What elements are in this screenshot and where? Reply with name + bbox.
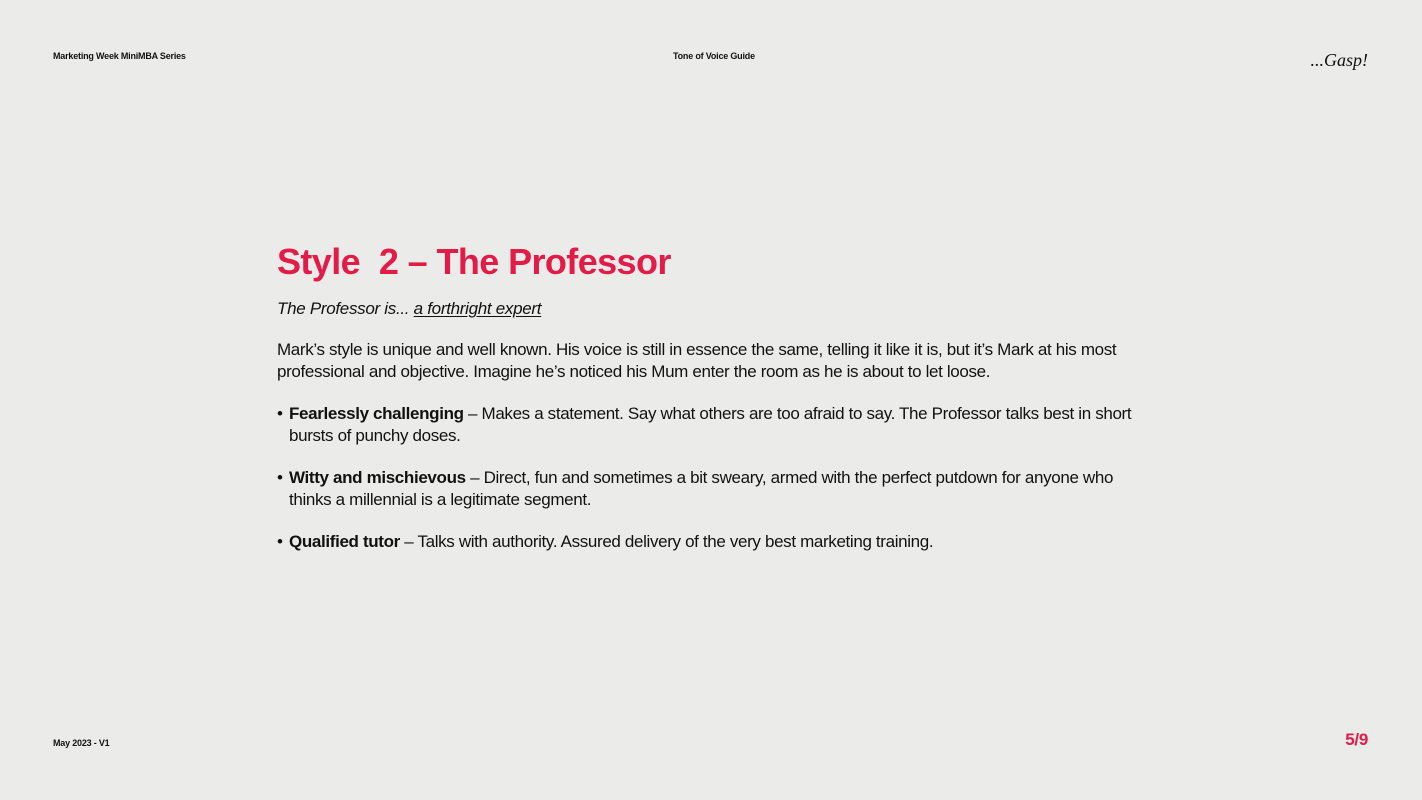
bullet-icon: • bbox=[277, 404, 283, 423]
trait-term: Qualified tutor bbox=[289, 532, 400, 551]
trait-list bbox=[277, 403, 1147, 553]
subtitle-link: a forthright expert bbox=[413, 299, 542, 318]
slide-subtitle bbox=[277, 298, 1147, 320]
intro-paragraph: Mark’s style is unique and well known. His voice is still in essence the same, telling it like it is, but it’s Mark at his most professional and objective. Imagine he’s noticed his Mum enter the room as he is about to let loose. bbox=[277, 340, 1117, 381]
list-item-witty-and-mischievous bbox=[277, 467, 1147, 510]
trait-term: Witty and mischievous bbox=[289, 468, 466, 487]
list-item-fearlessly-challenging bbox=[277, 403, 1147, 446]
slide-title: Style 2 – The Professor bbox=[277, 241, 671, 282]
version-date: May 2023 - V1 bbox=[53, 738, 110, 748]
trait-term: Fearlessly challenging bbox=[289, 404, 464, 423]
guide-title: Tone of Voice Guide bbox=[673, 51, 755, 61]
list-item-qualified-tutor bbox=[277, 531, 1147, 553]
subtitle-prefix: The Professor is... bbox=[277, 299, 414, 318]
slide-content bbox=[277, 240, 1147, 574]
trait-description: – Talks with authority. Assured delivery of the very best marketing training. bbox=[399, 532, 934, 551]
bullet-icon: • bbox=[277, 468, 283, 487]
bullet-icon: • bbox=[277, 532, 283, 551]
trait-description: – Makes a statement. Say what others are too afraid to say. The Professor talks best in short bursts of punchy doses. bbox=[289, 404, 1132, 445]
trait-description: – Direct, fun and sometimes a bit sweary, armed with the perfect putdown for anyone who thinks a millennial is a legitimate segment. bbox=[289, 468, 1114, 509]
series-label: Marketing Week MiniMBA Series bbox=[53, 51, 186, 61]
brand-logo: ...Gasp! bbox=[1310, 50, 1368, 70]
page-number: 5/9 bbox=[1345, 730, 1368, 749]
